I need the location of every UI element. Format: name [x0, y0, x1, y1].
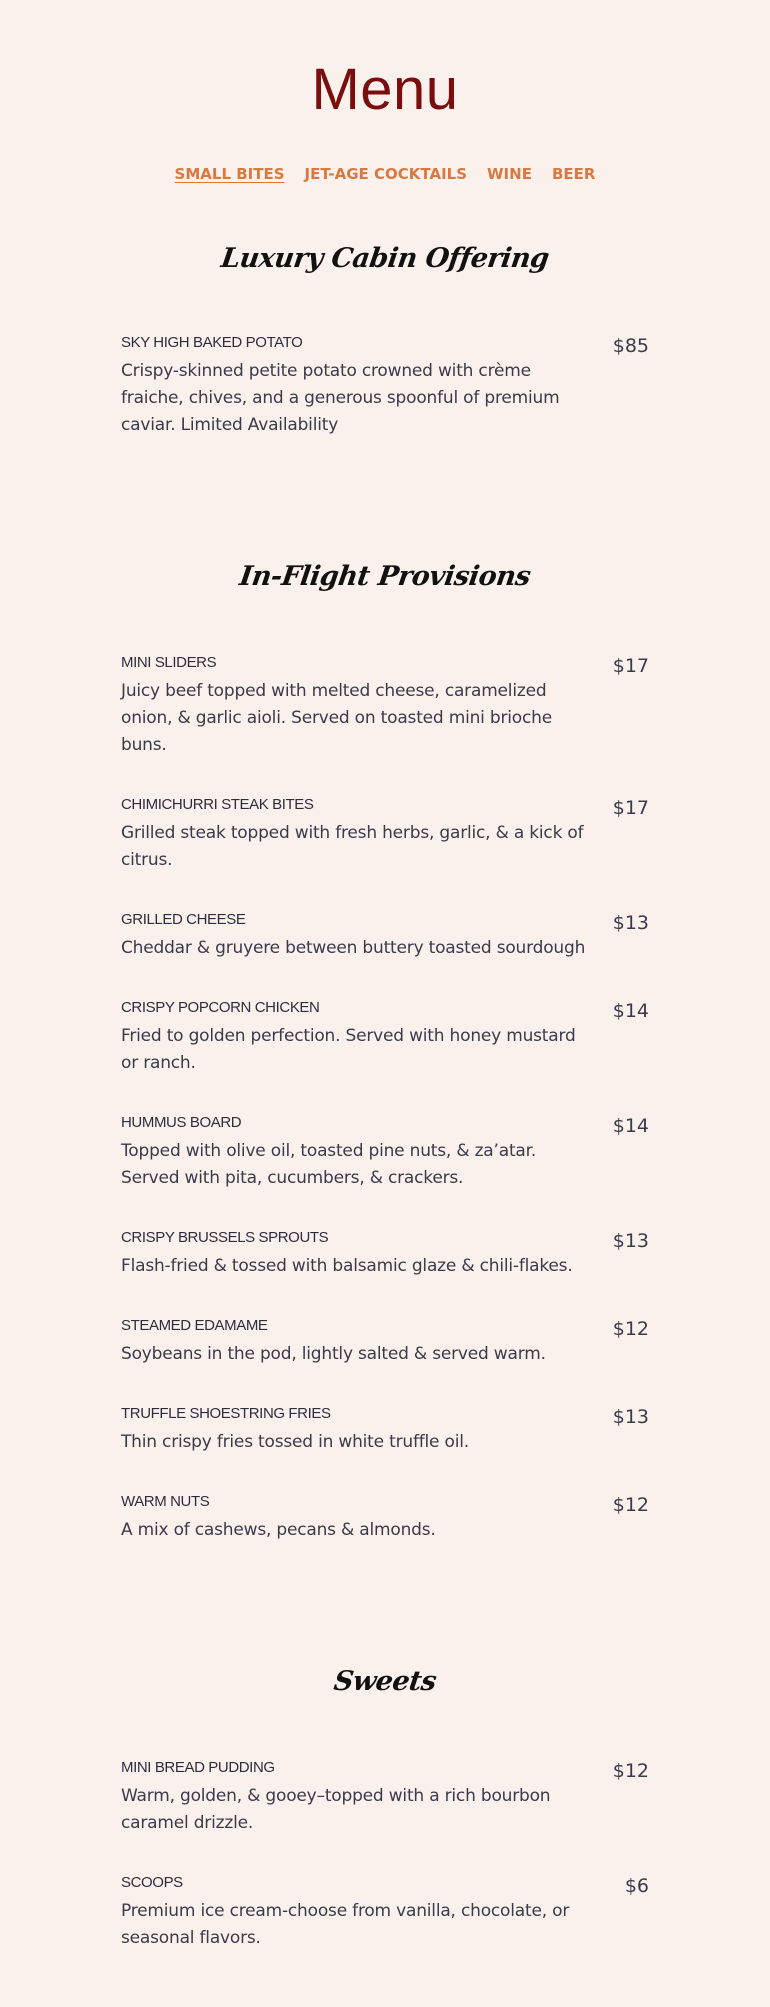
menu-item-list — [121, 334, 649, 439]
menu-item — [121, 1317, 649, 1368]
menu-item-name: CHIMICHURRI STEAK BITES — [121, 796, 314, 813]
item-spacer — [121, 1837, 649, 1874]
menu-item — [121, 334, 649, 439]
menu-item-description: Soybeans in the pod, lightly salted & served warm. — [121, 1344, 546, 1364]
menu-item — [121, 1493, 649, 1544]
menu-item — [121, 796, 649, 874]
menu-item-text — [121, 1317, 596, 1368]
menu-item-name: GRILLED CHEESE — [121, 911, 246, 928]
item-spacer — [121, 1192, 649, 1229]
nav-link-wine[interactable]: WINE — [487, 165, 532, 183]
page-title: Menu — [311, 57, 459, 122]
menu-item-description: Topped with olive oil, toasted pine nuts, & za’atar. Served with pita, cucumbers, & crackers. — [121, 1141, 537, 1188]
menu-item-price: $13 — [612, 1406, 649, 1428]
item-spacer — [121, 1077, 649, 1114]
menu-item-description: Juicy beef topped with melted cheese, caramelized onion, & garlic aioli. Served on toasted mini brioche buns. — [121, 681, 552, 755]
menu-item-price: $6 — [624, 1875, 649, 1897]
menu-item-price: $17 — [612, 655, 649, 677]
menu-item-text — [121, 1493, 596, 1544]
menu-item-text — [121, 1405, 596, 1456]
menu-item-description: Cheddar & gruyere between buttery toasted sourdough — [121, 938, 586, 958]
menu-item-description: Premium ice cream-choose from vanilla, chocolate, or seasonal flavors. — [121, 1901, 570, 1948]
menu-item-price: $12 — [612, 1494, 649, 1516]
menu-item-name: SCOOPS — [121, 1874, 183, 1891]
menu-item-list — [121, 654, 649, 1544]
category-nav — [0, 165, 770, 189]
menu-item-name: WARM NUTS — [121, 1493, 210, 1510]
nav-link-jet-age-cocktails[interactable]: JET-AGE COCKTAILS — [304, 165, 468, 183]
menu-item-price: $13 — [612, 1230, 649, 1252]
item-spacer — [121, 874, 649, 911]
section-in-flight-provisions — [0, 561, 770, 1544]
menu-item-name: STEAMED EDAMAME — [121, 1317, 268, 1334]
menu-item — [121, 1759, 649, 1837]
section-title: Sweets — [331, 1666, 439, 1697]
section-title: In-Flight Provisions — [237, 561, 533, 592]
menu-item-text — [121, 654, 596, 759]
menu-item-description: A mix of cashews, pecans & almonds. — [121, 1520, 436, 1540]
menu-item — [121, 1229, 649, 1280]
menu-item-description: Fried to golden perfection. Served with honey mustard or ranch. — [121, 1026, 576, 1073]
menu-item — [121, 654, 649, 759]
section-title: Luxury Cabin Offering — [219, 243, 551, 274]
item-spacer — [121, 759, 649, 796]
menu-item-text — [121, 1759, 596, 1837]
menu-item-text — [121, 1874, 596, 1952]
menu-item-price: $14 — [612, 1115, 649, 1137]
menu-item — [121, 999, 649, 1077]
menu-item-name: CRISPY BRUSSELS SPROUTS — [121, 1229, 329, 1246]
menu-item-list — [121, 1759, 649, 1952]
menu-item-name: HUMMUS BOARD — [121, 1114, 242, 1131]
menu-item — [121, 1874, 649, 1952]
menu-item-name: MINI SLIDERS — [121, 654, 217, 671]
menu-item-name: SKY HIGH BAKED POTATO — [121, 334, 303, 351]
item-spacer — [121, 1368, 649, 1405]
section-luxury-cabin-offering — [0, 243, 770, 439]
menu-item-text — [121, 1114, 596, 1192]
section-sweets — [0, 1666, 770, 1952]
menu-item-description: Grilled steak topped with fresh herbs, garlic, & a kick of citrus. — [121, 823, 584, 870]
item-spacer — [121, 1280, 649, 1317]
menu-item-text — [121, 999, 596, 1077]
menu-item-price: $85 — [612, 335, 649, 357]
menu-item-description: Crispy-skinned petite potato crowned with crème fraiche, chives, and a generous spoonful of premium caviar. Limited Availability — [121, 361, 560, 435]
menu-item-price: $12 — [612, 1318, 649, 1340]
nav-link-beer[interactable]: BEER — [551, 165, 596, 183]
menu-item-text — [121, 334, 596, 439]
menu-item-text — [121, 911, 596, 962]
item-spacer — [121, 1456, 649, 1493]
menu-item-name: TRUFFLE SHOESTRING FRIES — [121, 1405, 331, 1422]
menu-item-price: $12 — [612, 1760, 649, 1782]
item-spacer — [121, 962, 649, 999]
menu-item-price: $13 — [612, 912, 649, 934]
menu-item-name: CRISPY POPCORN CHICKEN — [121, 999, 320, 1016]
menu-item-price: $17 — [612, 797, 649, 819]
menu-item-name: MINI BREAD PUDDING — [121, 1759, 275, 1776]
menu-item-description: Flash-fried & tossed with balsamic glaze & chili-flakes. — [121, 1256, 573, 1276]
menu-item — [121, 1114, 649, 1192]
menu-item — [121, 1405, 649, 1456]
menu-item-text — [121, 796, 596, 874]
menu-item-description: Thin crispy fries tossed in white truffle oil. — [121, 1432, 469, 1452]
nav-link-small-bites[interactable]: SMALL BITES — [174, 165, 285, 183]
menu-item — [121, 911, 649, 962]
menu-item-description: Warm, golden, & gooey–topped with a rich bourbon caramel drizzle. — [121, 1786, 551, 1833]
menu-item-price: $14 — [612, 1000, 649, 1022]
menu-item-text — [121, 1229, 596, 1280]
